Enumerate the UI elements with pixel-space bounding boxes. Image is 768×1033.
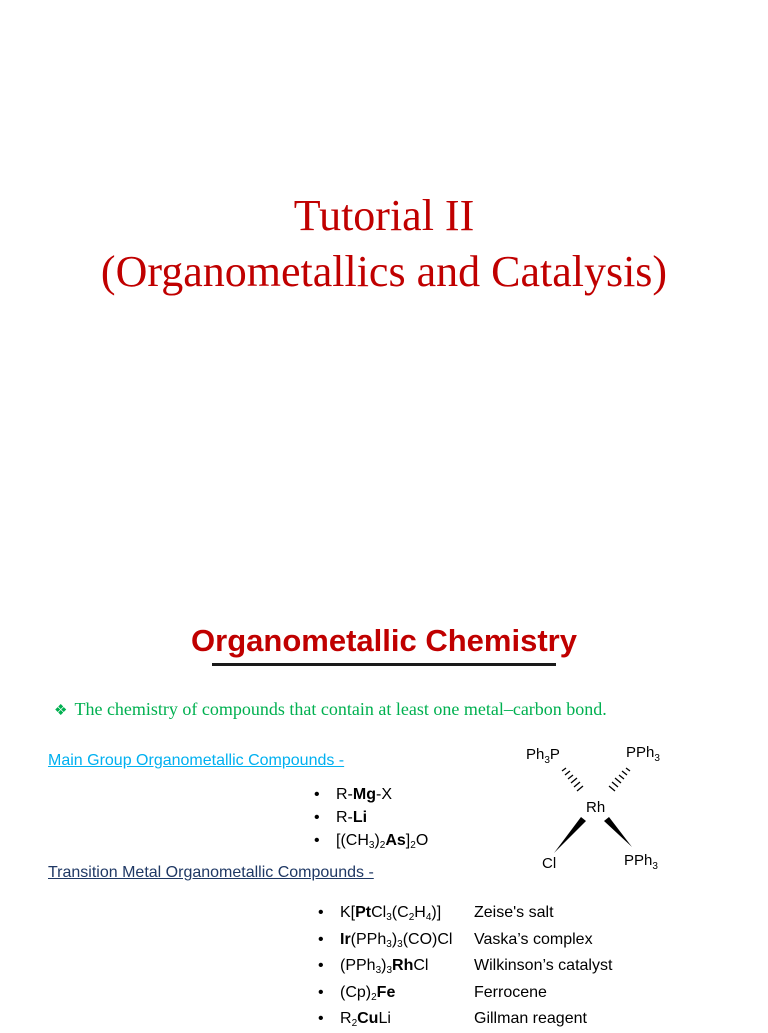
wedge-bond-right — [604, 817, 632, 847]
list-item: • R-Mg-X — [312, 783, 428, 806]
list-item: • $(PPh_3)_3RhCl$ Wilkinson’s catalyst — [316, 953, 612, 980]
list-item: • $(Cp)_2Fe$ Ferrocene — [316, 980, 612, 1007]
hashed-bond-right — [609, 768, 630, 791]
list-item: • $R_2CuLi$ Gillman reagent — [316, 1006, 612, 1033]
title-underline — [212, 663, 556, 666]
transition-metal-list — [316, 900, 612, 1033]
transition-metal-heading: Transition Metal Organometallic Compounds - — [48, 864, 374, 881]
tutorial-title: Tutorial II — [293, 191, 475, 240]
list-item: • $K[PtCl_3(C_2H_4)]$ Zeise's salt — [316, 900, 612, 927]
diamond-bullet-icon: ❖ — [54, 703, 68, 719]
wedge-bond-left — [554, 817, 586, 853]
ligand-label-bottom-right: PPh$_3$ — [624, 852, 658, 872]
main-group-heading: Main Group Organometallic Compounds - — [48, 752, 345, 769]
ligand-label-bottom-left: Cl — [542, 855, 557, 872]
hashed-bond-left — [562, 768, 583, 791]
rhodium-complex-structure — [516, 735, 692, 873]
slide-title: Organometallic Chemistry — [191, 623, 577, 658]
list-item: • $Ir(PPh_3)_3(CO)Cl$ Vaska’s complex — [316, 927, 612, 954]
list-item: • $[(CH_3)_2As]_2O$ — [312, 829, 428, 852]
tutorial-subtitle: (Organometallics and Catalysis) — [100, 247, 668, 296]
ligand-label-top-right: PPh$_3$ — [626, 744, 660, 764]
definition-text: The chemistry of compounds that contain at least one metal–carbon bond. — [74, 699, 607, 719]
main-group-list — [312, 783, 428, 852]
definition-line — [54, 696, 734, 724]
list-item: • R-Li — [312, 806, 428, 829]
metal-center-label: Rh — [586, 799, 606, 816]
ligand-label-top-left: $Ph_3P$ — [526, 746, 560, 766]
organometallic-slide — [0, 575, 768, 1029]
